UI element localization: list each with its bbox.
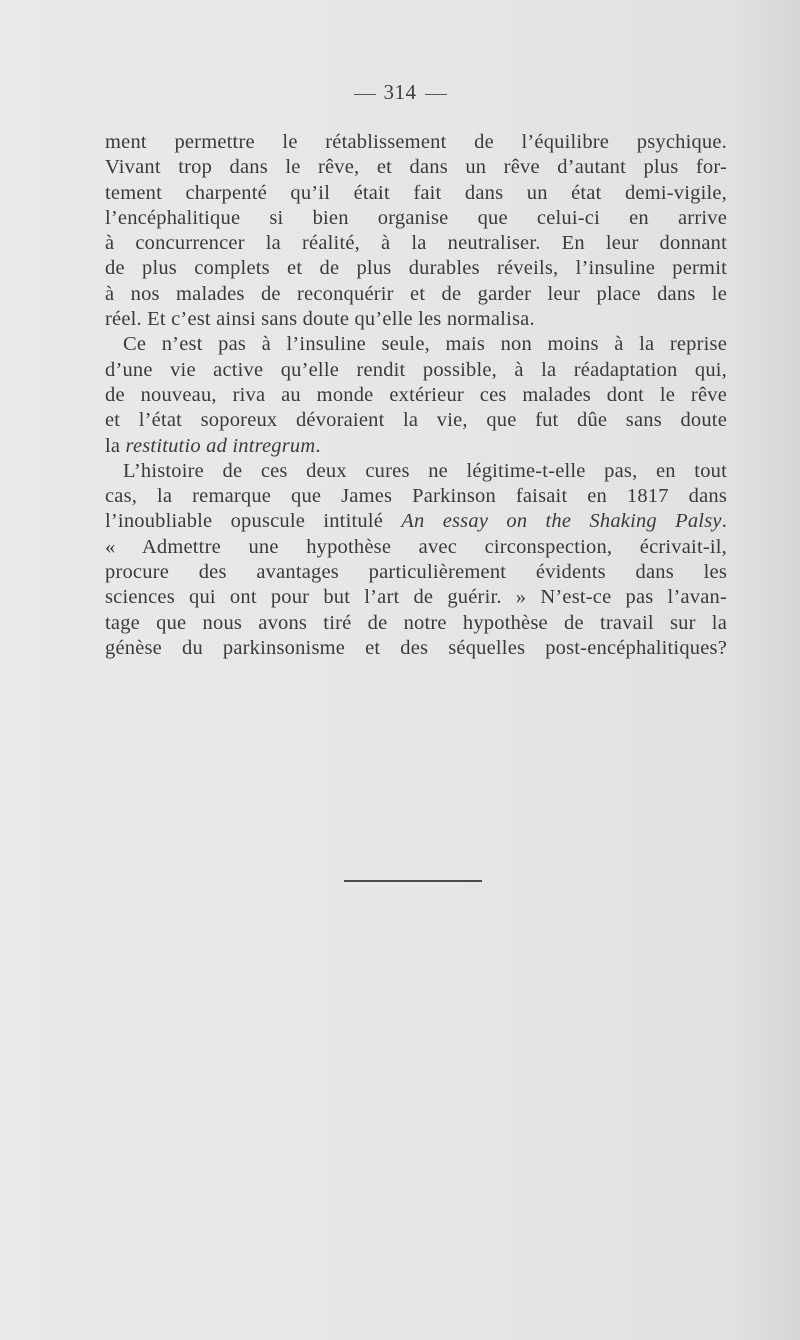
text-line: Ce n’est pas à l’insuline seule, mais non moins à la reprise	[123, 333, 727, 356]
text-line: L’histoire de ces deux cures ne légitime-t-elle pas, en tout	[123, 459, 727, 482]
section-end-rule	[344, 880, 482, 882]
text-line: d’une vie active qu’elle rendit possible, à la réadaptation qui,	[105, 358, 727, 381]
text-line: et l’état soporeux dévoraient la vie, que fut dûe sans doute	[105, 409, 727, 432]
text-line-start: la	[105, 434, 126, 457]
text-line: à concurrencer la réalité, à la neutraliser. En leur donnant	[105, 232, 727, 255]
text-line: sciences qui ont pour but l’art de guérir. » N’est-ce pas l’avan-	[105, 586, 727, 609]
text-line: Vivant trop dans le rêve, et dans un rêve d’autant plus for-	[105, 156, 727, 179]
body-text	[105, 130, 727, 661]
text-line	[105, 509, 727, 534]
text-line: ment permettre le rétablissement de l’équilibre psychique.	[105, 131, 727, 153]
text-line: génèse du parkinsonisme et des séquelles post-encéphalitiques?	[105, 636, 727, 659]
page-number-dash-left	[354, 94, 376, 95]
text-line: de nouveau, riva au monde extérieur ces malades dont le rêve	[105, 383, 727, 406]
text-line: cas, la remarque que James Parkinson faisait en 1817 dans	[105, 485, 727, 508]
text-line: de plus complets et de plus durables réveils, l’insuline permit	[105, 257, 727, 280]
page-number	[0, 80, 800, 105]
italic-latin-phrase: restitutio ad intregrum	[125, 434, 316, 457]
text-line: à nos malades de reconquérir et de garder leur place dans le	[105, 282, 727, 305]
text-line: tement charpenté qu’il était fait dans un état demi-vigile,	[105, 181, 727, 204]
text-line: procure des avantages particulièrement évidents dans les	[105, 561, 727, 584]
text-line: réel. Et c’est ainsi sans doute qu’elle les normalisa.	[105, 308, 535, 331]
text-line-end: .	[315, 434, 321, 457]
page-number-value: 314	[383, 80, 417, 104]
page-number-dash-right	[425, 94, 447, 95]
text-line-start: l’inoubliable opuscule intitulé	[105, 510, 402, 533]
italic-book-title: An essay on the Shaking Palsy	[401, 510, 722, 533]
text-line	[105, 434, 727, 459]
text-line-end: .	[721, 510, 728, 533]
text-line: tage que nous avons tiré de notre hypothèse de travail sur la	[105, 611, 727, 634]
text-line: l’encéphalitique si bien organise que celui-ci en arrive	[105, 206, 727, 229]
text-line: « Admettre une hypothèse avec circonspection, écrivait-il,	[105, 535, 727, 558]
